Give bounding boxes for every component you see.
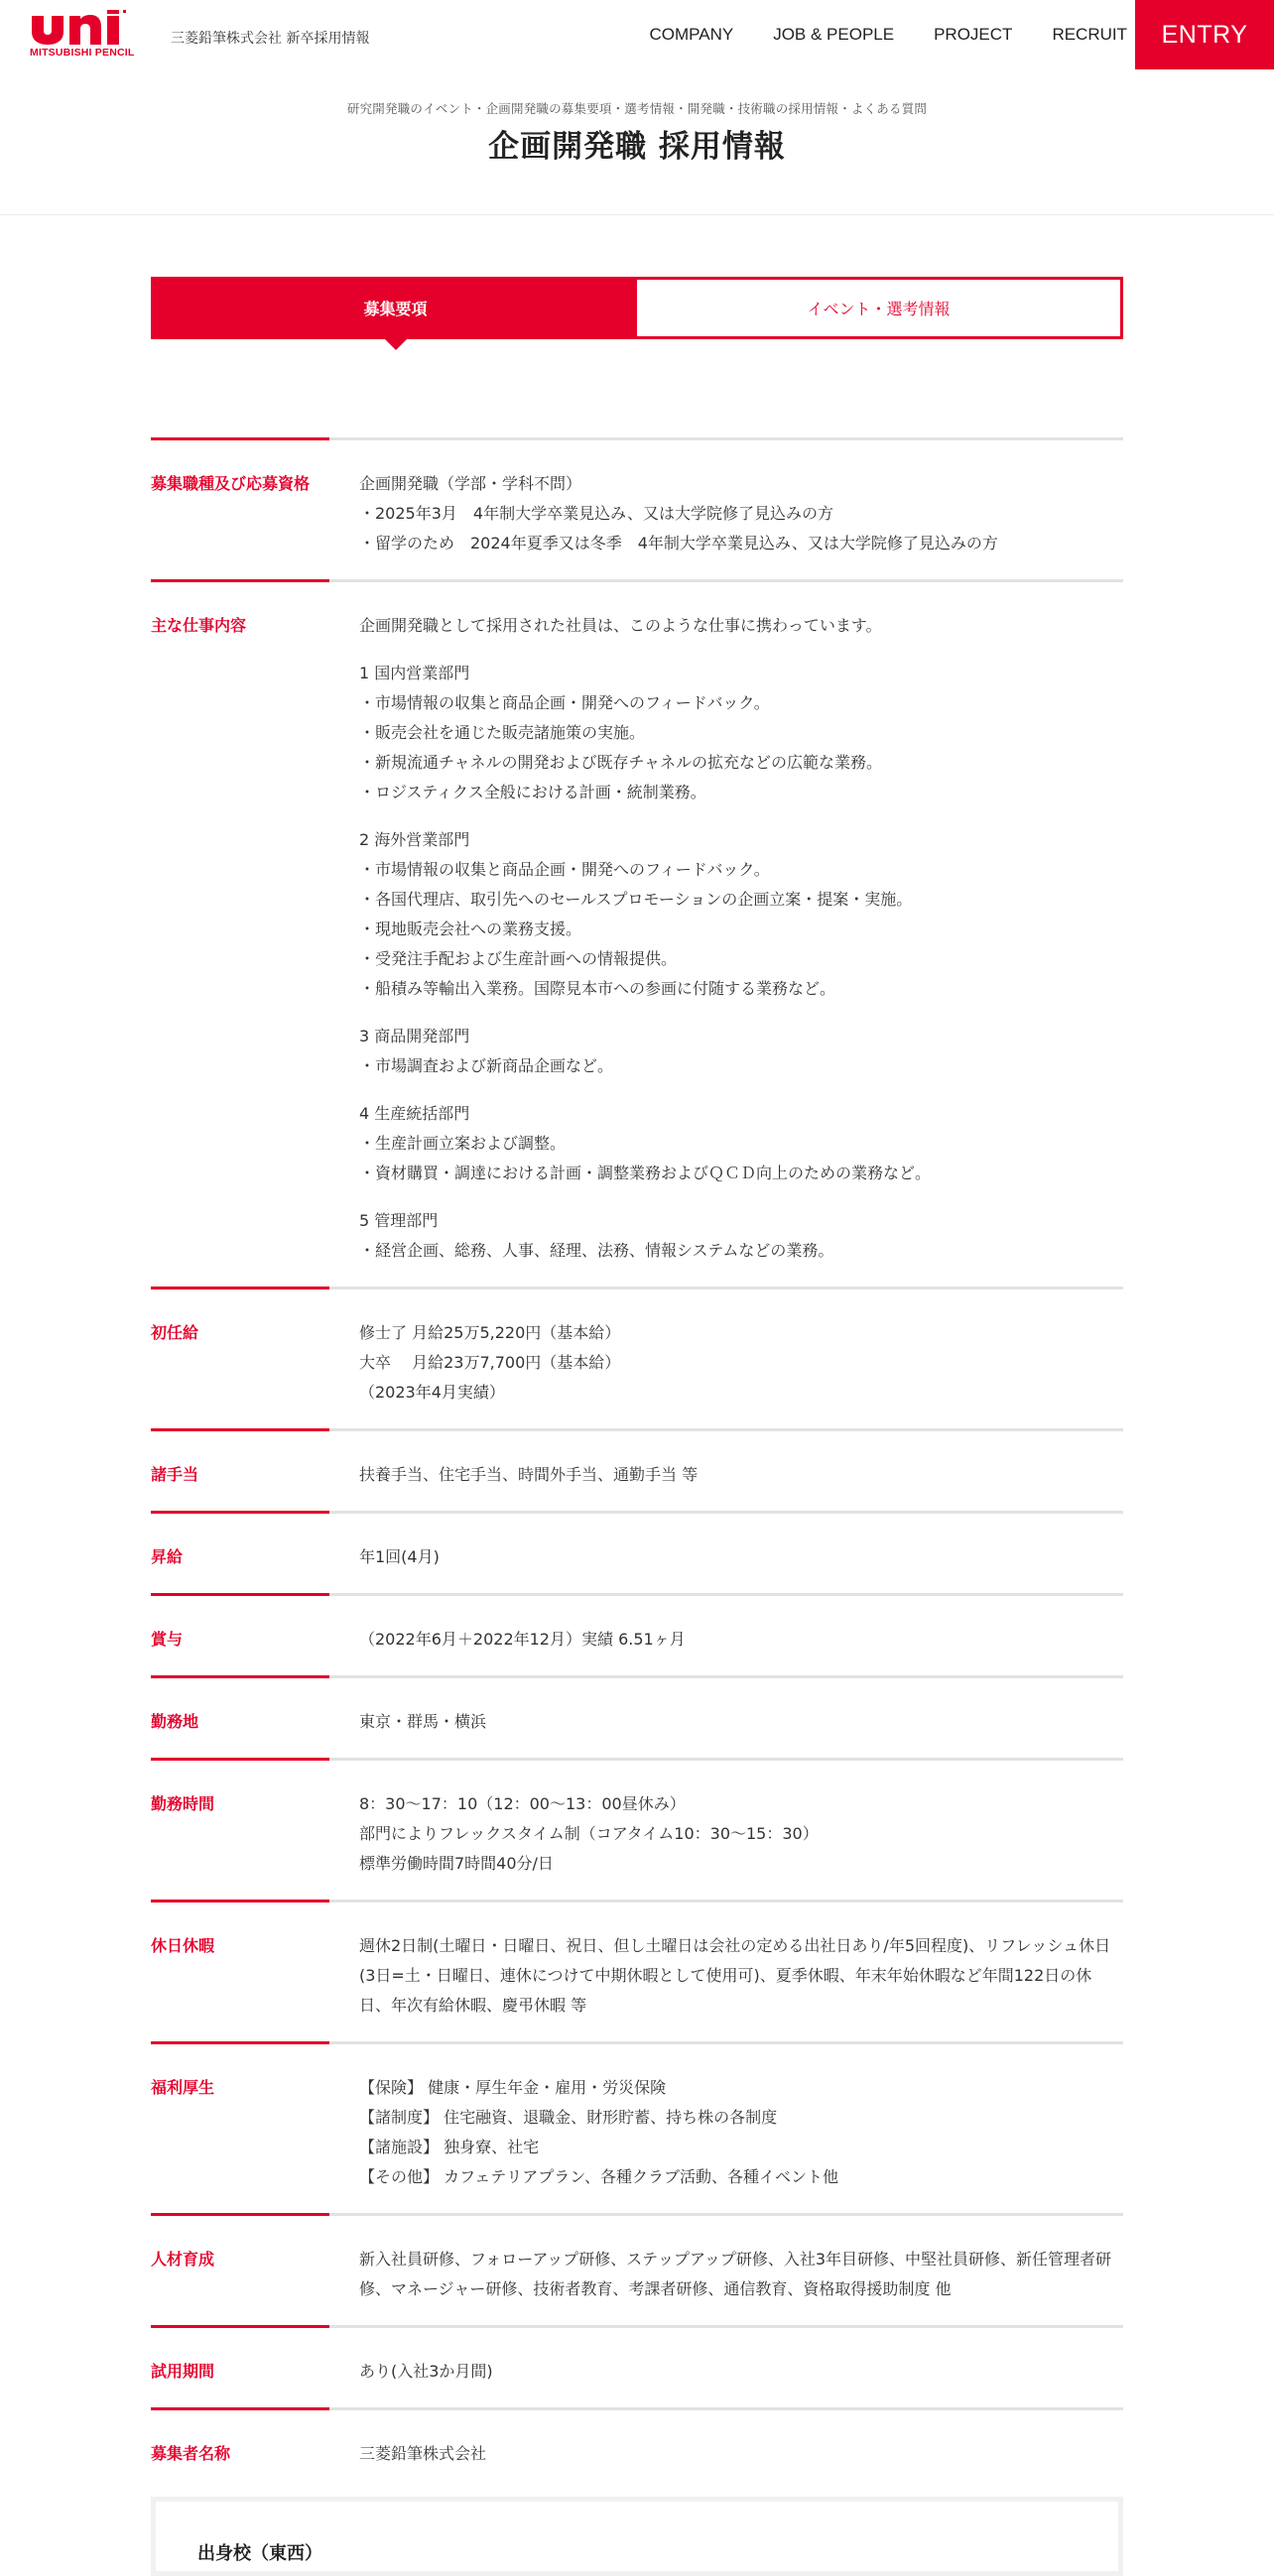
- requirements-table: [151, 437, 1123, 2490]
- row-text: 週休2日制(土曜日・日曜日、祝日、但し土曜日は会社の定める出社日あり/年5回程度)、リフレッシュ休日(3日=土・日曜日、連休につけて中期休暇として使用可)、夏季休暇、年末年始休暇など年間122日の休日、年次有給休暇、慶弔休暇 等: [359, 1936, 1111, 2015]
- site-name: 三菱鉛筆株式会社 新卒採用情報: [171, 31, 370, 47]
- row-text: 1 国内営業部門 ・市場情報の収集と商品企画・開発へのフィードバック。 ・販売会社を通じた販売諸施策の実施。 ・新規流通チャネルの開発および既存チャネルの拡充などの広範な業務。 ・ロジスティクス全般における計画・統制業務。: [359, 664, 883, 801]
- table-row: [151, 1900, 1123, 2041]
- row-text: 2 海外営業部門 ・市場情報の収集と商品企画・開発へのフィードバック。 ・各国代理店、取引先へのセールスプロモーションの企画立案・提案・実施。 ・現地販売会社への業務支援。 ・受発注手配および生産計画への情報提供。 ・船積み等輸出入業務。国際見本市への参画に付随する業務など。: [359, 830, 913, 998]
- row-value: [359, 2073, 1123, 2192]
- row-text: 扶養手当、住宅手当、時間外手当、通勤手当 等: [359, 1465, 699, 1484]
- nav-project[interactable]: PROJECT: [934, 25, 1013, 44]
- row-label: 初任給: [151, 1323, 199, 1342]
- table-row: [151, 2213, 1123, 2325]
- table-row: [151, 2407, 1123, 2490]
- row-value: [359, 1318, 1123, 1408]
- row-label: 試用期間: [151, 2362, 215, 2381]
- tab-events[interactable]: [637, 280, 1120, 336]
- row-text: 3 商品開発部門 ・市場調査および新商品企画など。: [359, 1027, 614, 1075]
- row-label: 募集者名称: [151, 2444, 231, 2463]
- table-row: [151, 1428, 1123, 1511]
- row-text: 新入社員研修、フォローアップ研修、ステップアップ研修、入社3年目研修、中堅社員研修、新任管理者研修、マネージャー研修、技術者教育、考課者研修、通信教育、資格取得援助制度 他: [359, 2250, 1112, 2298]
- page-head: [0, 69, 1274, 215]
- tab-events-label: イベント・選考情報: [807, 300, 951, 318]
- nav-company[interactable]: COMPANY: [649, 25, 734, 44]
- row-text: 修士了 月給25万5,220円（基本給） 大卒 月給23万7,700円（基本給） （2023年4月実績）: [359, 1323, 621, 1402]
- row-text: 年1回(4月): [359, 1547, 440, 1566]
- row-text: 5 管理部門 ・経営企画、総務、人事、経理、法務、情報システムなどの業務。: [359, 1211, 834, 1260]
- row-label: 主な仕事内容: [151, 616, 247, 635]
- row-value: [359, 2439, 1123, 2469]
- table-row: [151, 1511, 1123, 1593]
- table-row: [151, 1593, 1123, 1675]
- row-value: [359, 1931, 1123, 2021]
- table-row: [151, 437, 1123, 579]
- row-text: 4 生産統括部門 ・生産計画立案および調整。 ・資材購買・調達における計画・調整業務およびＱＣＤ向上のための業務など。: [359, 1104, 932, 1182]
- row-text: 企画開発職として採用された社員は、このような仕事に携わっています。: [359, 616, 882, 635]
- row-text: （2022年6月＋2022年12月）実績 6.51ヶ月: [359, 1630, 686, 1649]
- row-label: 賞与: [151, 1630, 184, 1649]
- tab-bar: [151, 277, 1123, 339]
- row-label: 勤務時間: [151, 1794, 215, 1813]
- row-text: 企画開発職（学部・学科不問） ・2025年3月 4年制大学卒業見込み、又は大学院修了見込みの方 ・留学のため 2024年夏季又は冬季 4年制大学卒業見込み、又は大学院修了見込みの方: [359, 474, 998, 552]
- nav-recruit[interactable]: RECRUIT: [1052, 25, 1127, 44]
- row-label: 勤務地: [151, 1712, 199, 1731]
- row-text: 【保険】 健康・厚生年金・雇用・労災保険 【諸制度】 住宅融資、退職金、財形貯蓄、持ち株の各制度 【諸施設】 独身寮、社宅 【その他】 カフェテリアプラン、各種クラブ活動、各種イベント他: [359, 2078, 839, 2186]
- row-value: [359, 611, 1123, 1266]
- row-label: 人材育成: [151, 2250, 215, 2269]
- breadcrumb: 研究開発職のイベント・企画開発職の募集要項・選考情報・開発職・技術職の採用情報・よくある質問: [346, 101, 928, 116]
- uni-logo[interactable]: [30, 10, 141, 60]
- site-header: [0, 0, 1274, 69]
- table-row: [151, 1675, 1123, 1758]
- row-value: [359, 469, 1123, 558]
- row-value: [359, 1789, 1123, 1879]
- entry-button[interactable]: ENTRY: [1135, 0, 1274, 69]
- row-value: [359, 1625, 1123, 1655]
- row-text: 東京・群馬・横浜: [359, 1712, 487, 1731]
- table-row: [151, 579, 1123, 1287]
- row-text: 8：30〜17：10（12：00〜13：00昼休み） 部門によりフレックスタイム制（コアタイム10：30〜15：30） 標準労働時間7時間40分/日: [359, 1794, 819, 1873]
- alumni-box: [151, 2497, 1123, 2576]
- row-value: [359, 1542, 1123, 1572]
- row-label: 諸手当: [151, 1465, 199, 1484]
- row-value: [359, 2357, 1123, 2387]
- row-text: 三菱鉛筆株式会社: [359, 2444, 487, 2463]
- table-row: [151, 1758, 1123, 1900]
- table-row: [151, 1287, 1123, 1428]
- uni-logo-mark: [30, 10, 141, 46]
- row-label: 福利厚生: [151, 2078, 215, 2097]
- nav-job-people[interactable]: JOB & PEOPLE: [773, 25, 895, 44]
- row-value: [359, 1460, 1123, 1490]
- row-text: あり(入社3か月間): [359, 2362, 493, 2381]
- row-value: [359, 1707, 1123, 1737]
- row-label: 募集職種及び応募資格: [151, 474, 311, 493]
- global-nav: [610, 0, 1128, 69]
- tab-requirements[interactable]: [154, 280, 637, 336]
- table-row: [151, 2325, 1123, 2407]
- row-label: 昇給: [151, 1547, 184, 1566]
- logo-subtitle: MITSUBISHI PENCIL: [30, 47, 135, 59]
- alumni-box-title: 出身校（東西）: [197, 2543, 322, 2564]
- page-title: 企画開発職 採用情報: [488, 129, 786, 165]
- tab-requirements-label: 募集要項: [363, 300, 428, 318]
- row-label: 休日休暇: [151, 1936, 215, 1955]
- row-value: [359, 2245, 1123, 2304]
- table-row: [151, 2041, 1123, 2213]
- tab-active-indicator: [385, 339, 407, 350]
